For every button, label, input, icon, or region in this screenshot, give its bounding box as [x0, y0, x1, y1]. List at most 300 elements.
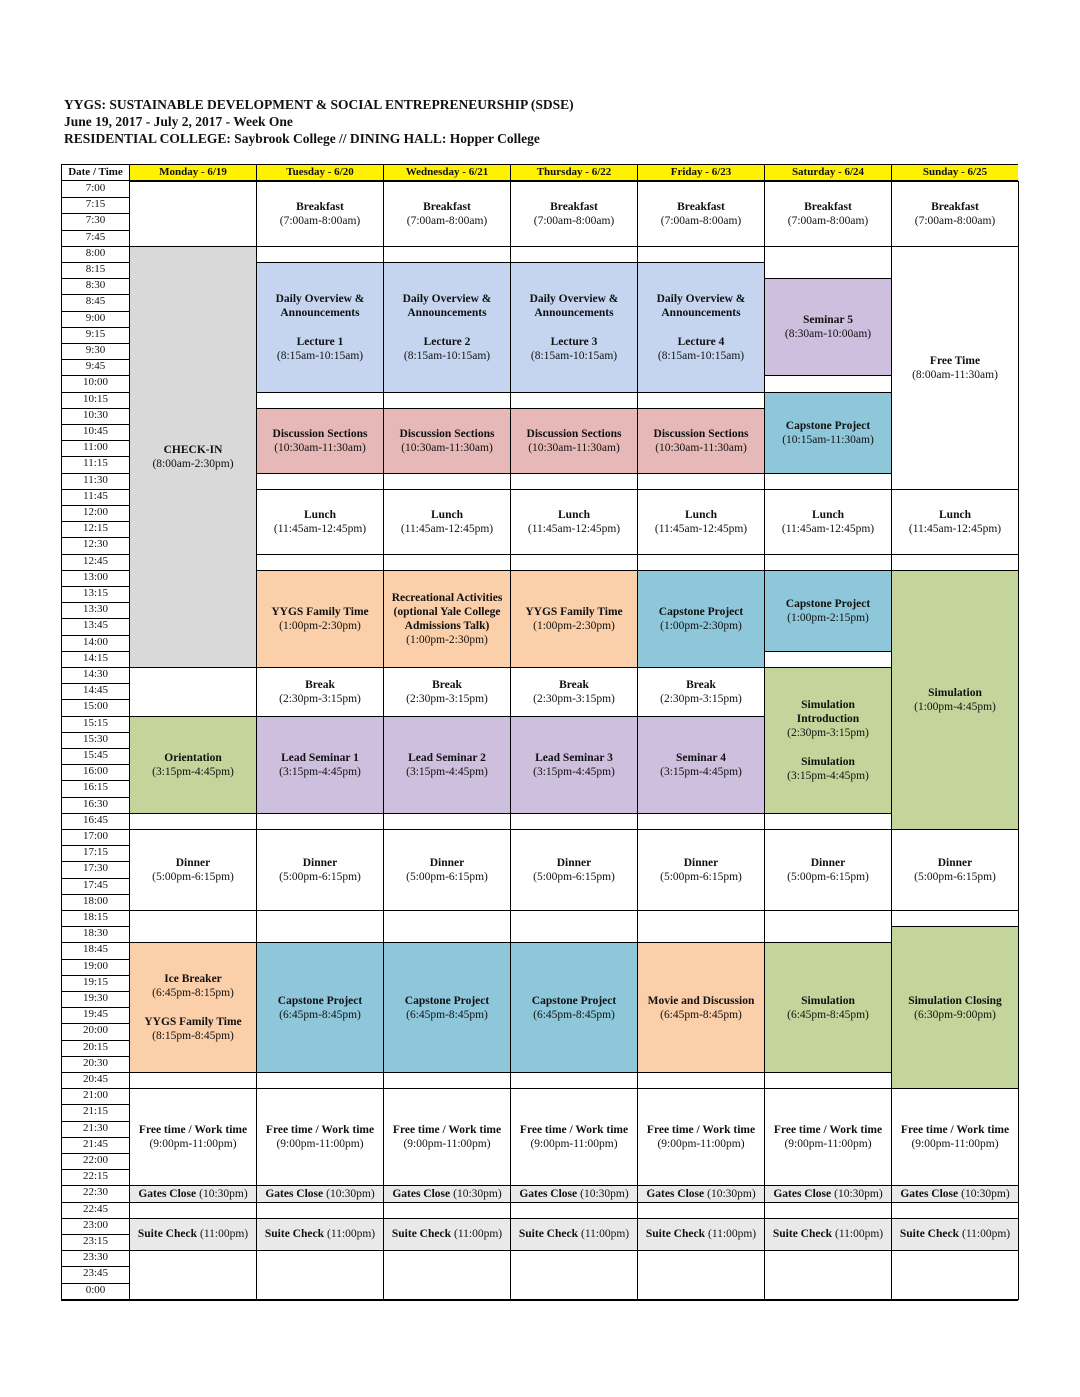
- time-slot-label: 20:45: [62, 1072, 130, 1089]
- time-slot-label: 10:00: [62, 375, 130, 392]
- empty-slot: [637, 392, 765, 409]
- schedule-event: [129, 942, 257, 1073]
- time-slot-label: 21:45: [62, 1137, 130, 1154]
- time-slot-label: 12:45: [62, 554, 130, 571]
- time-slot-label: 21:00: [62, 1088, 130, 1105]
- schedule-event: [383, 262, 511, 393]
- schedule-event: [383, 570, 511, 668]
- schedule-event: [510, 942, 638, 1073]
- schedule-event: [764, 278, 892, 376]
- schedule-event: [256, 829, 384, 911]
- day-header: Thursday - 6/22: [511, 165, 638, 181]
- time-slot-label: 21:30: [62, 1121, 130, 1138]
- schedule-event: [637, 262, 765, 393]
- event-time: (7:00am-8:00am): [660, 214, 742, 227]
- event-title: YYGS Family Time: [525, 605, 623, 618]
- event-time: (1:00pm-2:30pm): [279, 619, 361, 632]
- event-title: Breakfast: [677, 200, 725, 213]
- empty-slot: [256, 246, 384, 263]
- empty-slot: [256, 1202, 384, 1219]
- event-time: (8:15am-10:15am): [403, 349, 491, 362]
- schedule-event: [383, 1185, 511, 1202]
- empty-slot: [256, 473, 384, 490]
- event-title: Free time / Work time: [138, 1124, 248, 1137]
- event-time: (3:15pm-4:45pm): [279, 765, 361, 778]
- event-title: Seminar 4: [676, 751, 726, 764]
- event-title: Lunch: [939, 508, 971, 521]
- schedule-event: [637, 570, 765, 668]
- empty-slot: [764, 910, 892, 943]
- time-slot-label: 10:15: [62, 392, 130, 409]
- event-time: (7:00am-8:00am): [914, 214, 996, 227]
- event-title: Dinner: [302, 857, 338, 869]
- empty-slot: [637, 1202, 765, 1219]
- empty-slot: [129, 1072, 257, 1089]
- event-title: Lunch: [431, 508, 463, 521]
- event-title: Announcements: [407, 306, 487, 319]
- time-slot-label: 19:00: [62, 959, 130, 976]
- time-slot-label: 21:15: [62, 1104, 130, 1121]
- event-title: Free time / Work time: [646, 1124, 756, 1137]
- event-title: Lecture 1: [296, 335, 344, 348]
- event-title: Breakfast: [423, 200, 471, 213]
- event-title: Free Time: [929, 354, 981, 367]
- event-time: (2:30pm-3:15pm): [406, 692, 488, 705]
- event-time: (6:45pm-8:45pm): [660, 1008, 742, 1021]
- time-slot-label: 17:30: [62, 861, 130, 878]
- event-title: Capstone Project: [404, 994, 490, 1007]
- event-title: Lecture 4: [677, 335, 725, 348]
- event-time: (8:30am-10:00am): [784, 328, 872, 341]
- empty-slot: [891, 1250, 1019, 1300]
- event-title: Suite Check: [264, 1228, 324, 1241]
- schedule-event: [510, 489, 638, 555]
- event-time: (10:30pm): [961, 1187, 1010, 1200]
- event-time: (5:00pm-6:15pm): [787, 871, 869, 883]
- schedule-event: [383, 1218, 511, 1251]
- schedule-event: [256, 570, 384, 668]
- event-title: Free time / Work time: [900, 1124, 1010, 1137]
- event-title: Capstone Project: [658, 605, 744, 618]
- event-title: Simulation Closing: [908, 994, 1002, 1007]
- empty-slot: [764, 1250, 892, 1300]
- schedule-event: [764, 942, 892, 1073]
- time-slot-label: 22:30: [62, 1185, 130, 1202]
- event-title: Capstone Project: [277, 994, 363, 1007]
- time-slot-label: 12:15: [62, 521, 130, 538]
- time-slot-label: 10:30: [62, 408, 130, 425]
- event-title: Breakfast: [550, 200, 598, 213]
- event-time: (9:00pm-11:00pm): [276, 1138, 364, 1151]
- empty-slot: [256, 1250, 384, 1300]
- schedule-event: [510, 570, 638, 668]
- schedule-event: [383, 829, 511, 911]
- event-time: (5:00pm-6:15pm): [279, 871, 361, 883]
- schedule-event: [256, 181, 384, 247]
- program-title: YYGS: SUSTAINABLE DEVELOPMENT & SOCIAL ENTREPRENEURSHIP (SDSE): [64, 97, 574, 112]
- schedule-event: [129, 716, 257, 814]
- event-time: (11:45am-12:45pm): [273, 522, 367, 535]
- event-time: (11:00pm): [961, 1228, 1011, 1241]
- empty-slot: [383, 910, 511, 943]
- time-slot-label: 8:30: [62, 278, 130, 295]
- empty-slot: [637, 1250, 765, 1300]
- empty-slot: [383, 813, 511, 830]
- empty-slot: [383, 473, 511, 490]
- schedule-event: [891, 181, 1019, 247]
- empty-slot: [891, 1202, 1019, 1219]
- schedule-event: [256, 1185, 384, 1202]
- event-title: Gates Close: [392, 1187, 451, 1200]
- schedule-event: [510, 829, 638, 911]
- event-time: (1:00pm-2:30pm): [660, 619, 742, 632]
- schedule-event: [383, 667, 511, 717]
- schedule-event: [256, 262, 384, 393]
- event-time: (11:00pm): [326, 1228, 376, 1241]
- event-title: Admissions Talk): [404, 619, 490, 632]
- schedule-event: [383, 181, 511, 247]
- event-time: (9:00pm-11:00pm): [403, 1138, 491, 1151]
- schedule-event: [764, 1218, 892, 1251]
- empty-slot: [764, 554, 892, 571]
- event-time: (11:00pm): [453, 1228, 503, 1241]
- schedule-event: [256, 942, 384, 1073]
- time-slot-label: 18:45: [62, 942, 130, 959]
- schedule-event: [383, 716, 511, 814]
- schedule-table: [61, 164, 1018, 1301]
- event-title: Suite Check: [899, 1228, 959, 1241]
- empty-slot: [383, 1072, 511, 1089]
- event-time: (7:00am-8:00am): [279, 214, 361, 227]
- time-slot-label: 23:45: [62, 1266, 130, 1283]
- schedule-event: [383, 408, 511, 474]
- empty-slot: [129, 1202, 257, 1219]
- event-time: (9:00pm-11:00pm): [530, 1138, 618, 1151]
- schedule-event: [637, 489, 765, 555]
- empty-slot: [764, 1072, 892, 1089]
- college-info: RESIDENTIAL COLLEGE: Saybrook College // DINING HALL: Hopper College: [64, 131, 540, 146]
- empty-slot: [764, 246, 892, 279]
- schedule-event: [764, 570, 892, 652]
- schedule-event: [637, 942, 765, 1073]
- empty-slot: [510, 473, 638, 490]
- event-time: (8:15pm-8:45pm): [152, 1030, 234, 1043]
- event-title: Lunch: [558, 508, 590, 521]
- event-title: Suite Check: [137, 1228, 197, 1241]
- schedule-event: [891, 829, 1019, 911]
- schedule-event: [637, 181, 765, 247]
- event-title: Announcements: [534, 306, 614, 319]
- empty-slot: [510, 246, 638, 263]
- event-title: Simulation: [801, 994, 855, 1007]
- event-title: Suite Check: [518, 1228, 578, 1241]
- event-title: Suite Check: [645, 1228, 705, 1241]
- event-title: Daily Overview &: [656, 292, 746, 305]
- empty-slot: [637, 1072, 765, 1089]
- schedule-event: [637, 716, 765, 814]
- schedule-event: [510, 1185, 638, 1202]
- schedule-event: [510, 716, 638, 814]
- event-time: (7:00am-8:00am): [787, 214, 869, 227]
- time-slot-label: 16:45: [62, 813, 130, 830]
- time-slot-label: 23:30: [62, 1250, 130, 1267]
- event-time: (2:30pm-3:15pm): [279, 692, 361, 705]
- time-slot-label: 14:15: [62, 651, 130, 668]
- event-title: Discussion Sections: [526, 427, 622, 440]
- event-time: (7:00am-8:00am): [533, 214, 615, 227]
- event-title: YYGS Family Time: [271, 605, 369, 618]
- event-title: Lunch: [685, 508, 717, 521]
- time-slot-label: 12:30: [62, 537, 130, 554]
- schedule-event: [764, 1185, 892, 1202]
- event-time: (10:30pm): [580, 1187, 629, 1200]
- schedule-event: [891, 570, 1019, 830]
- empty-slot: [637, 554, 765, 571]
- time-slot-label: 8:15: [62, 262, 130, 279]
- event-title: Announcements: [661, 306, 741, 319]
- empty-slot: [510, 910, 638, 943]
- empty-slot: [764, 473, 892, 490]
- time-slot-label: 18:30: [62, 926, 130, 943]
- event-time: (10:30pm): [326, 1187, 375, 1200]
- event-time: (3:15pm-4:45pm): [787, 769, 869, 782]
- time-slot-label: 10:45: [62, 424, 130, 441]
- schedule-event: [637, 1185, 765, 1202]
- time-slot-label: 7:15: [62, 197, 130, 214]
- event-time: (10:30pm): [707, 1187, 756, 1200]
- event-title: Lecture 2: [423, 335, 471, 348]
- event-time: (6:45pm-8:15pm): [152, 987, 234, 1000]
- event-title: Dinner: [556, 857, 592, 869]
- time-slot-label: 8:45: [62, 294, 130, 311]
- empty-slot: [510, 1202, 638, 1219]
- empty-slot: [637, 813, 765, 830]
- time-slot-label: 11:45: [62, 489, 130, 506]
- empty-slot: [256, 554, 384, 571]
- event-time: (5:00pm-6:15pm): [914, 871, 996, 883]
- empty-slot: [256, 910, 384, 943]
- event-title: Breakfast: [931, 200, 979, 213]
- empty-slot: [256, 1072, 384, 1089]
- event-time: (2:30pm-3:15pm): [787, 726, 869, 739]
- event-title: Lead Seminar 2: [408, 751, 486, 764]
- time-slot-label: 19:30: [62, 991, 130, 1008]
- schedule-event: [637, 1218, 765, 1251]
- time-slot-label: 7:00: [62, 181, 130, 198]
- empty-slot: [129, 667, 257, 717]
- event-title: Capstone Project: [785, 419, 871, 432]
- empty-slot: [510, 813, 638, 830]
- event-title: Lunch: [304, 508, 336, 521]
- day-header: Tuesday - 6/20: [257, 165, 384, 181]
- date-time-header: Date / Time: [62, 165, 130, 181]
- event-time: (6:45pm-8:45pm): [787, 1008, 869, 1021]
- time-slot-label: 18:15: [62, 910, 130, 927]
- schedule-event: [256, 716, 384, 814]
- time-slot-label: 22:00: [62, 1153, 130, 1170]
- schedule-event: [891, 926, 1019, 1089]
- event-time: (7:00am-8:00am): [406, 214, 488, 227]
- event-title: Capstone Project: [531, 994, 617, 1007]
- schedule-event: [764, 1088, 892, 1186]
- day-header: Wednesday - 6/21: [384, 165, 511, 181]
- time-slot-label: 19:45: [62, 1007, 130, 1024]
- event-title: Orientation: [164, 751, 222, 764]
- event-time: (5:00pm-6:15pm): [660, 871, 742, 883]
- event-title: Gates Close: [519, 1187, 578, 1200]
- time-slot-label: 13:30: [62, 602, 130, 619]
- time-slot-label: 23:00: [62, 1218, 130, 1235]
- event-time: (8:15am-10:15am): [276, 349, 364, 362]
- empty-slot: [383, 392, 511, 409]
- event-title: Simulation: [801, 755, 855, 768]
- event-time: (8:00am-2:30pm): [152, 457, 234, 470]
- schedule-event: [510, 667, 638, 717]
- event-title: Breakfast: [804, 200, 852, 213]
- event-title: Announcements: [280, 306, 360, 319]
- event-title: YYGS Family Time: [144, 1016, 242, 1029]
- event-title: Daily Overview &: [275, 292, 365, 305]
- event-time: (10:30am-11:30am): [274, 441, 366, 454]
- event-title: Break: [559, 678, 589, 691]
- time-slot-label: 9:45: [62, 359, 130, 376]
- event-title: Free time / Work time: [519, 1124, 629, 1137]
- event-time: (11:45am-12:45pm): [527, 522, 621, 535]
- event-time: (11:45am-12:45pm): [400, 522, 494, 535]
- time-slot-label: 15:30: [62, 732, 130, 749]
- schedule-event: [510, 181, 638, 247]
- schedule-event: [764, 489, 892, 555]
- event-title: Recreational Activities: [391, 591, 503, 604]
- event-title: Ice Breaker: [164, 973, 222, 986]
- event-time: (11:00pm): [199, 1228, 249, 1241]
- event-title: CHECK-IN: [163, 443, 223, 456]
- event-title: Discussion Sections: [653, 427, 749, 440]
- event-title: Free time / Work time: [773, 1124, 883, 1137]
- event-time: (10:30am-11:30am): [401, 441, 493, 454]
- empty-slot: [637, 246, 765, 263]
- event-time: (8:15am-10:15am): [657, 349, 745, 362]
- empty-slot: [637, 910, 765, 943]
- time-slot-label: 7:45: [62, 230, 130, 247]
- empty-slot: [637, 473, 765, 490]
- empty-slot: [764, 375, 892, 392]
- event-title: Dinner: [429, 857, 465, 869]
- event-title: Daily Overview &: [529, 292, 619, 305]
- event-title: Introduction: [796, 712, 860, 725]
- empty-slot: [510, 554, 638, 571]
- event-title: Discussion Sections: [399, 427, 495, 440]
- time-slot-label: 9:00: [62, 311, 130, 328]
- event-time: (5:00pm-6:15pm): [533, 871, 615, 883]
- schedule-event: [637, 1088, 765, 1186]
- empty-slot: [383, 246, 511, 263]
- event-time: (11:45am-12:45pm): [654, 522, 748, 535]
- time-slot-label: 8:00: [62, 246, 130, 263]
- schedule-event: [891, 1088, 1019, 1186]
- event-time: (6:30pm-9:00pm): [914, 1008, 996, 1021]
- event-time: (1:00pm-2:30pm): [533, 619, 615, 632]
- schedule-event: [764, 392, 892, 474]
- event-title: Dinner: [175, 857, 211, 869]
- time-slot-label: 22:45: [62, 1202, 130, 1219]
- schedule-event: [129, 246, 257, 668]
- event-title: (optional Yale College: [393, 605, 501, 618]
- empty-slot: [891, 910, 1019, 927]
- event-title: Lunch: [812, 508, 844, 521]
- schedule-event: [383, 1088, 511, 1186]
- empty-slot: [129, 910, 257, 943]
- event-title: Dinner: [810, 857, 846, 869]
- event-time: (8:00am-11:30am): [912, 368, 998, 381]
- event-time: (10:30pm): [453, 1187, 502, 1200]
- schedule-event: [129, 1088, 257, 1186]
- event-title: Breakfast: [296, 200, 344, 213]
- event-time: (9:00pm-11:00pm): [657, 1138, 745, 1151]
- schedule-event: [764, 667, 892, 814]
- day-header: Saturday - 6/24: [765, 165, 892, 181]
- empty-slot: [764, 651, 892, 668]
- event-time: (11:00pm): [707, 1228, 757, 1241]
- time-slot-label: 16:30: [62, 797, 130, 814]
- event-time: (10:30am-11:30am): [655, 441, 747, 454]
- day-header: Friday - 6/23: [638, 165, 765, 181]
- time-slot-label: 17:00: [62, 829, 130, 846]
- empty-slot: [510, 1250, 638, 1300]
- event-time: (5:00pm-6:15pm): [406, 871, 488, 883]
- time-slot-label: 22:15: [62, 1169, 130, 1186]
- schedule-event: [891, 1185, 1019, 1202]
- empty-slot: [129, 181, 257, 247]
- schedule-event: [256, 1218, 384, 1251]
- event-time: (5:00pm-6:15pm): [152, 871, 234, 883]
- schedule-event: [637, 667, 765, 717]
- event-time: (10:30pm): [834, 1187, 883, 1200]
- schedule-event: [891, 489, 1019, 555]
- event-time: (3:15pm-4:45pm): [406, 765, 488, 778]
- event-title: Lead Seminar 3: [535, 751, 613, 764]
- time-slot-label: 12:00: [62, 505, 130, 522]
- schedule-event: [510, 1088, 638, 1186]
- schedule-event: [891, 1218, 1019, 1251]
- time-slot-label: 17:15: [62, 845, 130, 862]
- event-time: (6:45pm-8:45pm): [406, 1008, 488, 1021]
- empty-slot: [129, 813, 257, 830]
- day-header: Sunday - 6/25: [892, 165, 1018, 181]
- time-slot-label: 23:15: [62, 1234, 130, 1251]
- event-time: (3:15pm-4:45pm): [533, 765, 615, 778]
- event-title: Gates Close: [900, 1187, 959, 1200]
- event-time: (6:45pm-8:45pm): [533, 1008, 615, 1021]
- time-slot-label: 7:30: [62, 213, 130, 230]
- event-time: (11:45am-12:45pm): [908, 522, 1002, 535]
- schedule-event: [129, 1185, 257, 1202]
- event-time: (10:30am-11:30am): [528, 441, 620, 454]
- event-title: Lecture 3: [550, 335, 598, 348]
- time-slot-label: 20:15: [62, 1040, 130, 1057]
- empty-slot: [129, 1250, 257, 1300]
- schedule-event: [891, 246, 1019, 490]
- empty-slot: [510, 1072, 638, 1089]
- schedule-event: [129, 829, 257, 911]
- event-title: Break: [305, 678, 335, 691]
- time-slot-label: 13:45: [62, 618, 130, 635]
- event-title: Free time / Work time: [265, 1124, 375, 1137]
- event-title: Daily Overview &: [402, 292, 492, 305]
- time-slot-label: 17:45: [62, 878, 130, 895]
- empty-slot: [256, 392, 384, 409]
- event-time: (9:00pm-11:00pm): [911, 1138, 999, 1151]
